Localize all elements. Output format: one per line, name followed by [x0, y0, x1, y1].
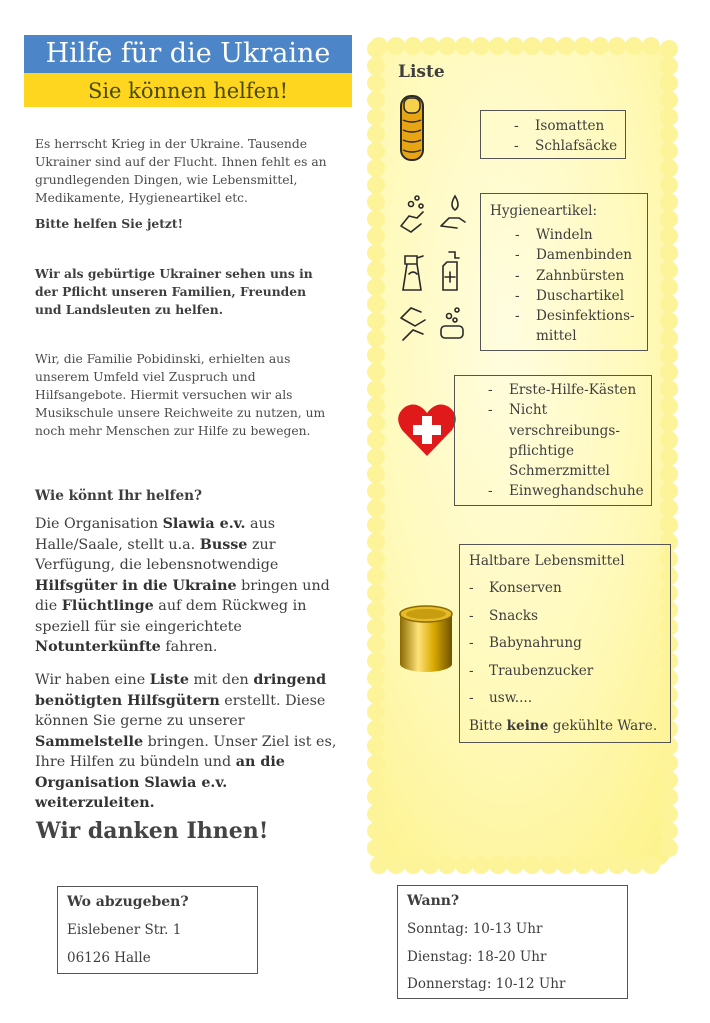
food-items-box — [459, 544, 671, 743]
list-item: - Babynahrung — [469, 633, 662, 653]
list-item: - Nicht verschreibungs-pflichtige Schmerzmittel — [483, 400, 609, 481]
list-item: - Einweghandschuhe — [483, 481, 643, 501]
when-time: Sonntag: 10-13 Uhr — [407, 921, 543, 937]
list-item: - Desinfektions-mittel — [510, 306, 644, 347]
list-item: - Zahnbürsten — [510, 266, 639, 286]
when-time: Donnerstag: 10-12 Uhr — [407, 976, 566, 992]
list-item: - Duschartikel — [510, 286, 639, 306]
list-item: - Traubenzucker — [469, 661, 662, 681]
intro-paragraph-1: Es herrscht Krieg in der Ukraine. Tausende Ukrainer sind auf der Flucht. Ihnen fehlt es an grundlegenden Dingen, wie Lebensmittel, Medikamente, Hygieneartikel etc. — [35, 137, 327, 205]
list-item: - Schlafsäcke — [509, 136, 625, 156]
where-street: Eislebener Str. 1 — [67, 922, 182, 938]
list-item: - Isomatten — [509, 116, 625, 136]
medical-items-box — [454, 375, 652, 506]
where-title: Wo abzugeben? — [67, 894, 189, 910]
intro-paragraph-ukrainians: Wir als gebürtige Ukrainer sehen uns in der Pflicht unseren Familien, Freunden und Landsleuten zu helfen. — [35, 266, 313, 317]
sleeping-bag-icon — [398, 94, 426, 162]
banner-title: Hilfe für die Ukraine — [24, 35, 352, 73]
how-heading: Wie könnt Ihr helfen? — [35, 488, 203, 504]
opening-times-box — [397, 885, 628, 999]
how-paragraph-list: Wir haben eine Liste mit den dringend benötigten Hilfsgütern erstellt. Diese können Sie gerne zu unserer Sammelstelle bringen. Unser Ziel ist es, Ihre Hilfen zu bündeln und an die Organisation Slawia e.v. weiterzuleiten. — [35, 672, 337, 811]
list-item: - Windeln — [510, 225, 639, 245]
when-time: Dienstag: 18-20 Uhr — [407, 948, 547, 965]
food-note: Bitte keine gekühlte Ware. — [469, 717, 658, 734]
intro-paragraph-family: Wir, die Familie Pobidinski, erhielten aus unserem Umfeld viel Zuspruch und Hilfsangebote. Hiermit versuchen wir als Musikschule unsere Reichweite zu nutzen, um noch mehr Menschen zur Hilfe zu bewegen. — [35, 352, 326, 438]
list-item: - Konserven — [469, 578, 662, 598]
hygiene-heading: Hygieneartikel: — [490, 203, 598, 219]
intro-call-to-action: Bitte helfen Sie jetzt! — [35, 216, 183, 231]
when-title: Wann? — [407, 893, 460, 909]
how-paragraph-organisation: Die Organisation Slawia e.v. aus Halle/Saale, stellt u.a. Busse zur Verfügung, die lebensnotwendige Hilfsgüter in die Ukraine bringen und die Flüchtlinge auf dem Rückweg in speziell für sie eingerichtete Notunterkünfte fahren. — [35, 516, 330, 655]
list-title: Liste — [398, 62, 445, 82]
list-item: - usw.... — [469, 688, 662, 708]
hygiene-icons — [397, 192, 469, 350]
list-item: - Damenbinden — [510, 245, 639, 265]
thanks-heading: Wir danken Ihnen! — [36, 818, 269, 844]
hygiene-items-box — [480, 193, 648, 351]
list-item: - Erste-Hilfe-Kästen — [483, 380, 643, 400]
banner-subtitle: Sie können helfen! — [24, 73, 352, 107]
list-item: - Snacks — [469, 606, 662, 626]
food-heading: Haltbare Lebensmittel — [469, 553, 625, 569]
where-city: 06126 Halle — [67, 949, 151, 966]
food-can-icon — [397, 604, 455, 674]
drop-off-location-box — [57, 886, 258, 974]
first-aid-heart-icon — [397, 402, 457, 458]
sleeping-items-box — [480, 110, 626, 159]
